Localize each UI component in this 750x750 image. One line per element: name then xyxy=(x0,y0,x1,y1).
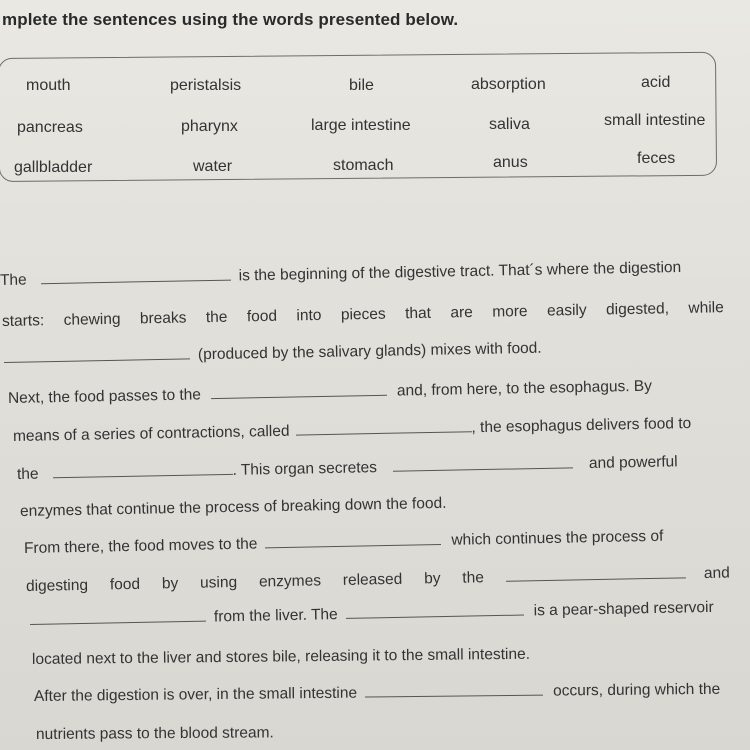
line-word: more xyxy=(492,302,528,321)
line-word: digesting xyxy=(25,576,89,595)
line-word: by xyxy=(423,570,441,588)
line-text: is the beginning of the digestive tract. That´s where the digestion xyxy=(238,258,682,285)
line-text: enzymes that continue the process of breaking down the food. xyxy=(19,494,447,520)
line-text: from the liver. The xyxy=(213,606,338,626)
word-bank-item: bile xyxy=(349,77,374,94)
answer-blank[interactable] xyxy=(506,576,686,581)
word-bank-item: gallbladder xyxy=(14,159,93,176)
line-word: using xyxy=(199,573,238,592)
answer-blank[interactable] xyxy=(346,614,524,619)
answer-blank[interactable] xyxy=(53,473,233,478)
line-word: chewing xyxy=(63,310,121,329)
line-word: into xyxy=(296,306,322,325)
answer-blank[interactable] xyxy=(393,466,573,471)
word-bank-item: large intestine xyxy=(311,117,411,134)
line-text: which continues the process of xyxy=(451,527,664,549)
word-bank-item: anus xyxy=(493,154,528,171)
line-word: food xyxy=(109,575,141,594)
instruction-title: mplete the sentences using the words presented below. xyxy=(2,10,459,29)
word-bank-item: water xyxy=(193,158,233,175)
sentence-line xyxy=(24,528,664,558)
line-text: and xyxy=(703,564,730,582)
line-word: released xyxy=(342,570,403,589)
line-word: the xyxy=(205,308,228,327)
line-text: is a pear-shaped reservoir xyxy=(533,598,714,620)
word-bank-item: peristalsis xyxy=(170,77,242,94)
sentence-line xyxy=(2,299,724,331)
answer-blank[interactable] xyxy=(211,394,387,399)
line-text: . This organ secretes xyxy=(232,459,378,479)
line-word: that xyxy=(404,304,432,323)
answer-blank[interactable] xyxy=(4,357,190,363)
answer-blank[interactable] xyxy=(41,279,231,285)
sentence-line xyxy=(13,415,692,446)
line-text: Next, the food passes to the xyxy=(7,386,202,407)
line-word: food xyxy=(246,307,278,326)
line-text: nutrients pass to the blood stream. xyxy=(35,724,274,743)
line-text: occurs, during which the xyxy=(552,680,721,700)
sentence-line xyxy=(34,681,720,706)
word-bank-item: pancreas xyxy=(17,119,83,136)
word-bank-item: stomach xyxy=(333,157,394,174)
line-word: the xyxy=(462,569,485,587)
sentence-line xyxy=(36,724,274,744)
line-text: The xyxy=(0,271,27,289)
line-word: while xyxy=(688,299,724,317)
line-word: starts: xyxy=(1,312,45,330)
word-bank-item: pharynx xyxy=(181,118,238,135)
line-text: and, from here, to the esophagus. By xyxy=(396,377,653,400)
line-word: are xyxy=(450,303,473,322)
line-word: digested, xyxy=(605,300,670,319)
word-bank-item: absorption xyxy=(471,76,546,93)
answer-blank[interactable] xyxy=(365,694,543,698)
word-bank-item: saliva xyxy=(489,116,530,133)
line-text: , the esophagus delivers food to xyxy=(471,414,692,437)
line-text: From there, the food moves to the xyxy=(23,535,258,557)
answer-blank[interactable] xyxy=(265,543,441,548)
line-text: (produced by the salivary glands) mixes with food. xyxy=(197,339,542,364)
line-text: the xyxy=(16,465,39,483)
sentence-line xyxy=(4,340,542,368)
line-text: means of a series of contractions, called xyxy=(12,422,290,445)
word-bank-item: mouth xyxy=(26,77,71,94)
line-text: After the digestion is over, in the small intestine xyxy=(33,684,358,705)
line-word: easily xyxy=(546,301,587,320)
line-word: by xyxy=(161,575,179,593)
answer-blank[interactable] xyxy=(30,620,206,625)
sentence-line xyxy=(8,378,652,408)
sentence-line xyxy=(26,564,736,596)
sentence-line xyxy=(32,646,530,669)
line-text: located next to the liver and stores bile, releasing it to the small intestine. xyxy=(31,645,531,668)
word-bank-item: small intestine xyxy=(604,112,706,129)
line-word: breaks xyxy=(139,309,187,328)
line-word: pieces xyxy=(340,305,386,324)
word-bank-item: acid xyxy=(641,74,671,91)
answer-blank[interactable] xyxy=(296,430,472,435)
sentence-line xyxy=(17,453,678,484)
word-bank-item: feces xyxy=(637,150,676,167)
sentence-line xyxy=(30,599,714,630)
line-word-group xyxy=(26,569,484,596)
line-word: enzymes xyxy=(258,572,322,591)
sentence-line xyxy=(0,259,681,290)
line-text: and powerful xyxy=(588,453,678,473)
sentence-line xyxy=(20,495,447,521)
